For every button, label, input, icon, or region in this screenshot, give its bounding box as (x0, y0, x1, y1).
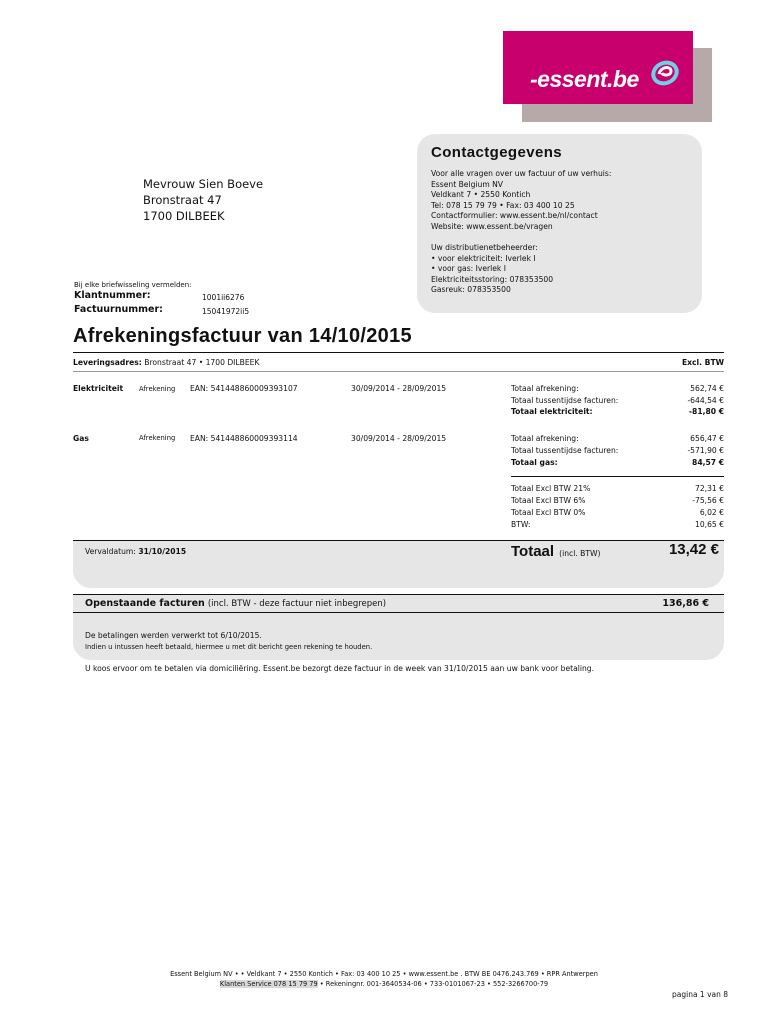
reference-note: Bij elke briefwisseling vermelden: (74, 281, 192, 289)
contact-lines (431, 169, 611, 233)
section-name-gas: Gas (73, 434, 89, 443)
invoice-number-label: Factuurnummer: (74, 304, 163, 315)
section-type: Afrekening (139, 434, 176, 442)
open-divider (73, 612, 724, 613)
period: 30/09/2014 - 28/09/2015 (351, 384, 447, 393)
open-top-divider (73, 594, 724, 595)
domiciliation-note: U koos ervoor om te betalen via domiciliëring. Essent.be bezorgt deze factuur in de week van 31/10/2015 aan uw bank voor betaling. (85, 664, 595, 673)
section-type: Afrekening (139, 385, 176, 393)
footer-line-1: Essent Belgium NV • • Veldkant 7 • 2550 Kontich • Fax: 03 400 10 25 • www.essent.be . BTW BE 0476.243.769 • RPR Antwerpen (170, 970, 598, 978)
open-value: 136,86 € (662, 598, 709, 609)
btw-row (511, 520, 724, 532)
total-sub: (incl. BTW) (559, 549, 601, 558)
row-label: BTW: (511, 520, 531, 529)
contact-line: Voor alle vragen over uw factuur of uw verhuis: (431, 169, 612, 178)
row-value: 84,57 € (692, 458, 724, 467)
address-line: Mevrouw Sien Boeve (143, 177, 264, 191)
contact-line: Uw distributienetbeheerder: (431, 243, 538, 252)
contact-panel (417, 134, 702, 313)
contact-line: • voor gas: Iverlek I (431, 264, 506, 274)
row-label: Totaal tussentijdse facturen: (511, 446, 619, 455)
btw-row (511, 508, 724, 520)
total-row (511, 458, 724, 470)
contact-line: Essent Belgium NV (431, 179, 504, 189)
section-name-electricity: Elektriciteit (73, 384, 124, 393)
ean-code: EAN: 541448860009393114 (190, 434, 298, 443)
contact-heading: Contactgegevens (431, 144, 563, 161)
row-label: Totaal Excl BTW 21% (511, 484, 591, 493)
total-row (511, 434, 724, 446)
total-value: 13,42 € (668, 541, 719, 558)
due-date (85, 547, 186, 556)
delivery-address (73, 358, 259, 367)
row-label: Totaal tussentijdse facturen: (511, 395, 619, 405)
ean-code: EAN: 541448860009393107 (190, 384, 298, 393)
row-value: -571,90 € (687, 446, 724, 455)
total-row (511, 446, 724, 458)
invoice-number-value: 15041972ii5 (202, 307, 250, 316)
row-label: Totaal elektriciteit: (511, 407, 593, 416)
excl-btw-label: Excl. BTW (681, 358, 724, 367)
btw-row (511, 484, 724, 496)
contact-line: Veldkant 7 • 2550 Kontich (431, 190, 531, 200)
payment-note-sub: Indien u intussen heeft betaald, hiermee u met dit bericht geen rekening te houden. (85, 643, 373, 651)
contact-form-link[interactable]: Contactformulier: www.essent.be/nl/contact (431, 211, 598, 221)
btw-row (511, 496, 724, 508)
electricity-totals (511, 384, 724, 419)
gas-totals (511, 434, 724, 470)
delivery-value: Bronstraat 47 • 1700 DILBEEK (144, 358, 260, 367)
total-row (511, 384, 724, 396)
address-line: 1700 DILBEEK (143, 209, 225, 223)
row-value: 562,74 € (690, 384, 724, 393)
row-label: Totaal gas: (511, 458, 558, 467)
contact-line: Elektriciteitsstoring: 078353500 (431, 274, 554, 284)
row-value: 656,47 € (690, 434, 724, 443)
recipient-address (143, 176, 263, 224)
row-label: Totaal Excl BTW 0% (511, 508, 586, 517)
customer-number-value: 1001ii6276 (202, 293, 245, 302)
row-value: -81,80 € (688, 407, 724, 416)
row-value: -644,54 € (687, 395, 724, 405)
address-line: Bronstraat 47 (143, 193, 222, 207)
total-row (511, 407, 724, 419)
due-value: 31/10/2015 (138, 547, 187, 556)
title-divider (73, 352, 724, 353)
delivery-divider (73, 371, 724, 372)
essent-swirl-icon (650, 58, 680, 88)
contact-line: Gasreuk: 078353500 (431, 285, 511, 295)
open-invoices-header (85, 598, 386, 609)
total-label-group (511, 541, 600, 560)
open-sub: (incl. BTW - deze factuur niet inbegrepen) (207, 599, 387, 609)
website-link[interactable]: Website: www.essent.be/vragen (431, 221, 553, 231)
total-label: Totaal (511, 543, 555, 560)
contact-line: • voor elektriciteit: Iverlek I (431, 253, 536, 263)
due-label: Vervaldatum: (85, 547, 136, 556)
row-label: Totaal afrekening: (511, 384, 579, 393)
total-row (511, 396, 724, 408)
contact-line: Tel: 078 15 79 79 • Fax: 03 400 10 25 (431, 200, 575, 210)
period: 30/09/2014 - 28/09/2015 (351, 434, 447, 443)
row-label: Totaal afrekening: (511, 434, 579, 443)
row-value: 10,65 € (695, 520, 724, 529)
payment-note: De betalingen werden verwerkt tot 6/10/2015. (85, 631, 262, 640)
distribution-lines (431, 243, 553, 296)
page-title: Afrekeningsfactuur van 14/10/2015 (73, 325, 412, 347)
btw-summary (511, 484, 724, 532)
row-value: 72,31 € (695, 484, 724, 493)
customer-number-label: Klantnummer: (74, 290, 151, 301)
row-value: -75,56 € (692, 496, 724, 505)
logo-text: -essent.be (530, 66, 639, 92)
row-label: Totaal Excl BTW 6% (511, 496, 586, 505)
delivery-label: Leveringsadres: (73, 358, 142, 367)
open-label: Openstaande facturen (85, 598, 205, 609)
bank-accounts: • Rekeningnr. 001-3640534-06 • 733-0101067-23 • 552-3266700-79 (317, 980, 549, 988)
page-number: pagina 1 van 8 (672, 990, 729, 999)
row-value: 6,02 € (699, 508, 724, 517)
customer-service-number: Klanten Service 078 15 79 79 (219, 980, 318, 988)
btw-divider (511, 476, 724, 477)
footer-line-2 (0, 980, 768, 988)
